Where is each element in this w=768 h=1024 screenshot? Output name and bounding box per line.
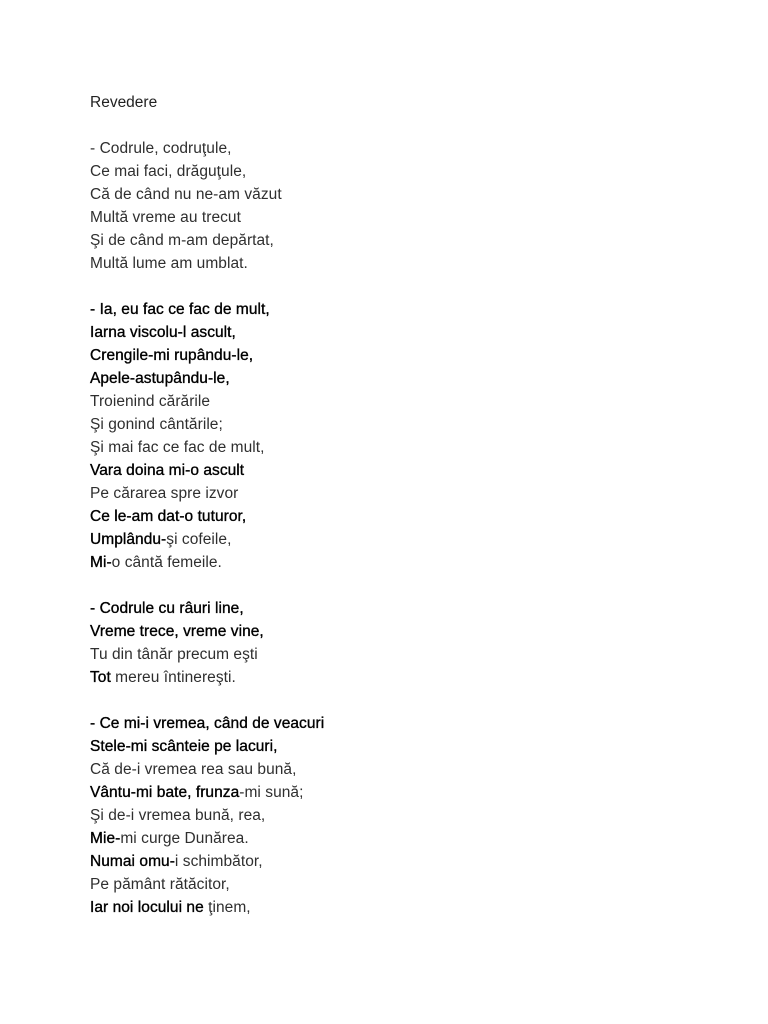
poem-line xyxy=(90,873,730,896)
document-page xyxy=(90,91,730,919)
line-text: Şi gonind cântările; xyxy=(90,416,223,433)
line-text: Pe cărarea spre izvor xyxy=(90,485,239,502)
line-text: Mi- xyxy=(90,554,112,571)
poem-line xyxy=(90,321,730,344)
poem-line xyxy=(90,229,730,252)
poem-line xyxy=(90,850,730,873)
poem-line xyxy=(90,436,730,459)
poem-line xyxy=(90,896,730,919)
line-text: Stele-mi scânteie pe lacuri, xyxy=(90,738,278,755)
stanza xyxy=(90,137,730,275)
line-text: Ce mai faci, drăguţule, xyxy=(90,163,247,180)
line-text: Vântu-mi bate, frunza xyxy=(90,784,240,801)
line-text: Şi de-i vremea bună, rea, xyxy=(90,807,266,824)
line-text: Multă vreme au trecut xyxy=(90,209,241,226)
line-text: Ce le-am dat-o tuturor, xyxy=(90,508,247,525)
poem-line xyxy=(90,551,730,574)
poem-line xyxy=(90,367,730,390)
line-text: - Ia, eu fac ce fac de mult, xyxy=(90,301,270,318)
poem-title: Revedere xyxy=(90,94,158,111)
line-text: - Codrule cu râuri line, xyxy=(90,600,244,617)
poem-line xyxy=(90,735,730,758)
line-text: Pe pământ rătăcitor, xyxy=(90,876,230,893)
line-text: o cântă femeile. xyxy=(111,554,222,571)
poem-line xyxy=(90,413,730,436)
line-text: - Ce mi-i vremea, când de veacuri xyxy=(90,715,325,732)
line-text: Crengile-mi rupându-le, xyxy=(90,347,254,364)
line-text: Iar noi locului ne xyxy=(90,899,204,916)
line-text: Numai omu- xyxy=(90,853,175,870)
line-text: i schimbător, xyxy=(174,853,263,870)
poem-line xyxy=(90,137,730,160)
line-text: şi cofeile, xyxy=(166,531,232,548)
line-text: mi curge Dunărea. xyxy=(120,830,249,847)
poem-line xyxy=(90,344,730,367)
line-text: Umplându- xyxy=(90,531,167,548)
poem-line xyxy=(90,390,730,413)
poem-line xyxy=(90,781,730,804)
line-text: Că de când nu ne-am văzut xyxy=(90,186,282,203)
poem-body xyxy=(90,137,730,919)
line-text: -mi sună; xyxy=(239,784,304,801)
poem-line xyxy=(90,505,730,528)
line-text: Troienind cărările xyxy=(90,393,211,410)
line-text: Mie- xyxy=(90,830,121,847)
poem-line xyxy=(90,712,730,735)
poem-line xyxy=(90,298,730,321)
poem-line xyxy=(90,482,730,505)
poem-line xyxy=(90,643,730,666)
stanza xyxy=(90,712,730,919)
line-text: Tot xyxy=(90,669,111,686)
line-text: Şi de când m-am depărtat, xyxy=(90,232,274,249)
line-text: Apele-astupându-le, xyxy=(90,370,230,387)
poem-line xyxy=(90,183,730,206)
poem-line xyxy=(90,160,730,183)
poem-line xyxy=(90,827,730,850)
poem-line xyxy=(90,597,730,620)
line-text: Vara doina mi-o ascult xyxy=(90,462,245,479)
poem-line xyxy=(90,666,730,689)
poem-line xyxy=(90,804,730,827)
poem-line xyxy=(90,252,730,275)
stanza xyxy=(90,597,730,689)
poem-line xyxy=(90,459,730,482)
poem-line xyxy=(90,528,730,551)
line-text: Şi mai fac ce fac de mult, xyxy=(90,439,265,456)
poem-line xyxy=(90,758,730,781)
line-text: ţinem, xyxy=(203,899,251,916)
line-text: - Codrule, codruţule, xyxy=(90,140,232,157)
line-text: mereu întinereşti. xyxy=(110,669,236,686)
line-text: Iarna viscolu-l ascult, xyxy=(90,324,236,341)
line-text: Tu din tânăr precum eşti xyxy=(90,646,258,663)
line-text: Că de-i vremea rea sau bună, xyxy=(90,761,297,778)
poem-line xyxy=(90,206,730,229)
line-text: Vreme trece, vreme vine, xyxy=(90,623,264,640)
line-text: Multă lume am umblat. xyxy=(90,255,248,272)
poem-line xyxy=(90,620,730,643)
stanza xyxy=(90,298,730,574)
